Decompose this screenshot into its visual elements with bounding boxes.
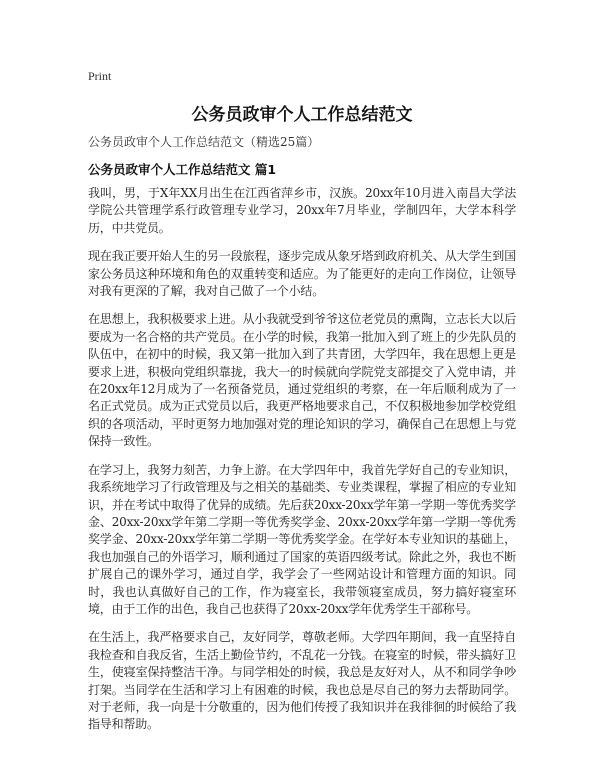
paragraph-intro: 我叫，男，于X年XX月出生在江西省萍乡市，汉族。20xx年10月进入南昌大学法学院公共管理学系行政管理专业学习，20xx年7月毕业，学制四年，大学本科学历，中共党员。 [88,186,516,235]
section-heading: 公务员政审个人工作总结范文 篇1 [88,162,277,177]
print-link[interactable]: Print [88,69,112,83]
paragraph-life: 在生活上，我严格要求自己，友好同学，尊敬老师。大学四年期间，我一直坚持自我检查和自我反省，生活上勤俭节约，不乱花一分钱。在寝室的时候，带头搞好卫生，使寝室保持整洁干净。与同学相处的时候，我总是友好对人，从不和同学争吵打架。当同学在生活和学习上有困难的时候，我也总是尽自己的努力去帮助同学。对于老师，我一向是十分敬重的，因为他们传授了我知识并在我徘徊的时候给了我指导和帮助。 [88,630,516,732]
paragraph-study: 在学习上，我努力刻苦，力争上游。在大学四年中，我首先学好自己的专业知识，我系统地学习了行政管理及与之相关的基础类、专业类课程，掌握了相应的专业知识，并在考试中取得了优异的成绩。先后获20xx-20xx学年第一学期一等优秀奖学金、20xx-20xx学年第二学期一等优秀奖学金、20xx-20xx学年第一学期一等优秀奖学金、20xx-20xx学年第二学期一等优秀奖学金。在学好本专业知识的基础上，我也加强自己的外语学习，顺利通过了国家的英语四级考试。除此之外，我也不断扩展自己的课外学习，通过自学，我学会了一些网站设计和管理方面的知识。同时，我也认真做好自己的工作，作为寝室长，我带领寝室成员，努力搞好寝室环境，由于工作的出色，我自己也获得了20xx-20xx学年优秀学生干部称号。 [88,462,516,616]
document-body [88,185,516,745]
document-title: 公务员政审个人工作总结范文 [191,105,413,125]
paragraph-ideology: 在思想上，我积极要求上进。从小我就受到爷爷这位老党员的熏陶，立志长大以后要成为一名合格的共产党员。在小学的时候，我第一批加入到了班上的少先队员的队伍中，在初中的时候，我又第一批加入到了共青团，大学四年，我在思想上更是要求上进，积极向党组织靠拢，我大一的时候就向学院党支部提交了入党申请，并在20xx年12月成为了一名预备党员，通过党组织的考察，在一年后顺利成为了一名正式党员。成为正式党员以后，我更严格地要求自己，不仅积极地参加学校党组织的各项活动，平时更努力地加强对党的理论知识的学习，确保自己在思想上与党保持一致性。 [88,312,516,449]
document-subtitle: 公务员政审个人工作总结范文（精选25篇） [88,135,320,149]
paragraph-transition: 现在我正要开始人生的另一段旅程，逐步完成从象牙塔到政府机关、从大学生到国家公务员这种环境和角色的双重转变和适应。为了能更好的走向工作岗位，让领导对我有更深的了解，我对自己做了一个小结。 [88,249,516,299]
